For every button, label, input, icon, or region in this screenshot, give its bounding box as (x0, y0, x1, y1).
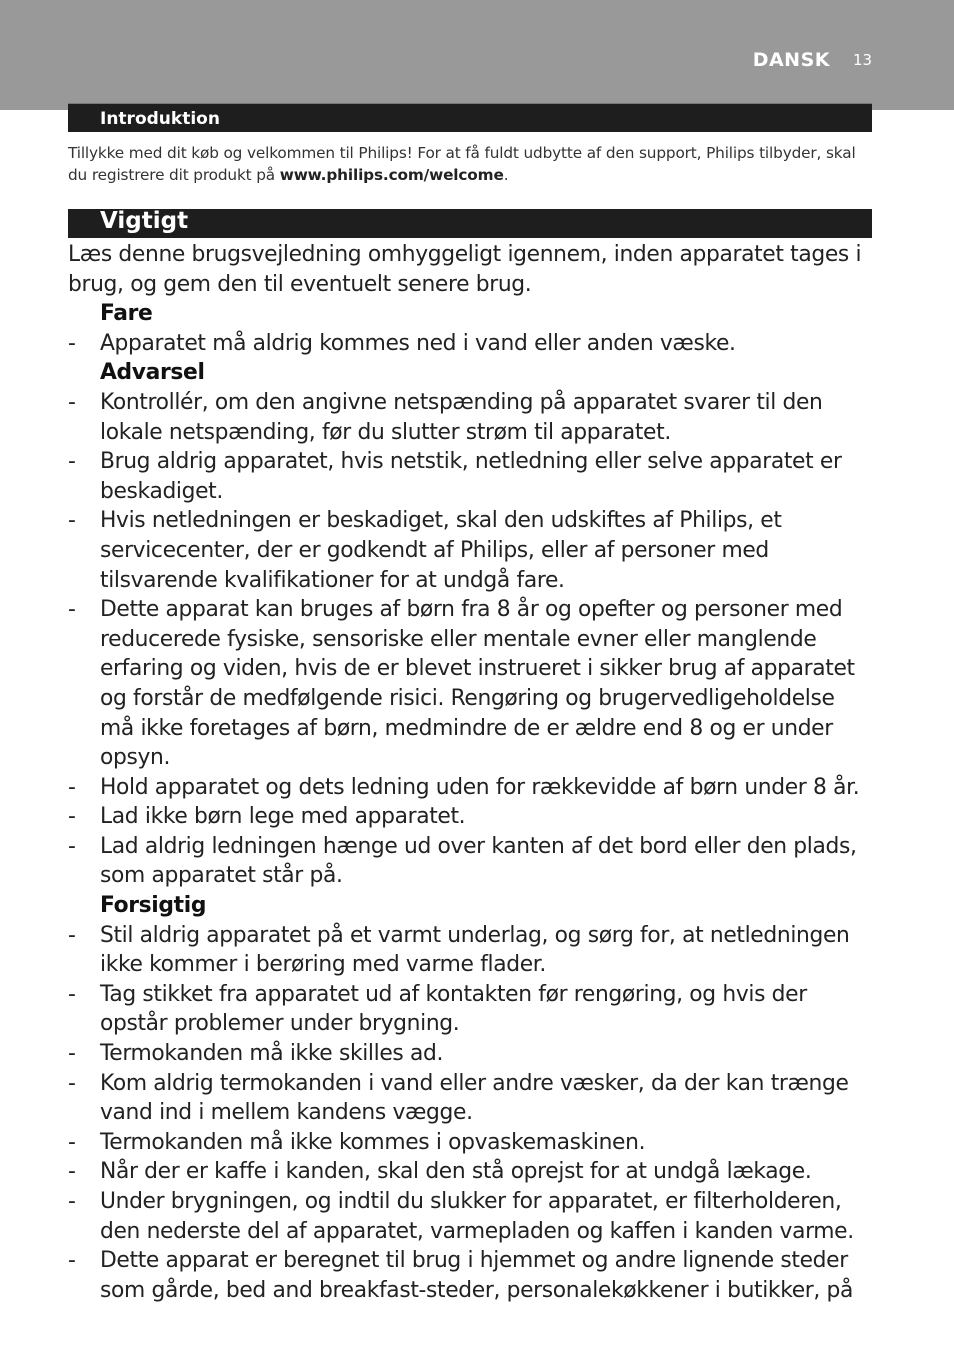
caution-heading: Forsigtig (100, 893, 207, 919)
introduction-paragraph (68, 142, 872, 186)
list-item: - Kontrollér, om den angivne netspænding på apparatet svarer til den lokale netspænding, før du slutter strøm til apparatet. (68, 388, 872, 447)
list-item: - Apparatet må aldrig kommes ned i vand eller anden væske. (68, 329, 872, 359)
introduction-end: . (503, 166, 509, 184)
list-item: - Når der er kaffe i kanden, skal den stå oprejst for at undgå lækage. (68, 1157, 872, 1187)
language-label: DANSK (752, 49, 830, 71)
warning-list (68, 388, 872, 891)
list-item: - Termokanden må ikke kommes i opvaskemaskinen. (68, 1128, 872, 1158)
list-item: - Dette apparat kan bruges af børn fra 8 år og opefter og personer med reducerede fysiske, sensoriske eller mentale evner eller manglende erfaring og viden, hvis de er blevet instrueret i sikker brug af apparatet og forstår de medfølgende risici. Rengøring og brugervedligeholdelse må ikke foretages af børn, medmindre de er ældre end 8 og er under opsyn. (68, 595, 872, 773)
warning-heading: Advarsel (100, 360, 205, 386)
danger-heading: Fare (100, 301, 153, 327)
list-item: - Dette apparat er beregnet til brug i hjemmet og andre lignende steder som gårde, bed and breakfast-steder, personalekøkkener i butikker, på (68, 1246, 872, 1305)
important-intro: Læs denne brugsvejledning omhyggeligt igennem, inden apparatet tages i brug, og gem den til eventuelt senere brug. (68, 242, 862, 297)
list-item: - Under brygningen, og indtil du slukker for apparatet, er filterholderen, den nederste del af apparatet, varmepladen og kaffen i kanden varme. (68, 1187, 872, 1246)
list-item: - Lad aldrig ledningen hænge ud over kanten af det bord eller den plads, som apparatet står på. (68, 832, 872, 891)
list-item: - Kom aldrig termokanden i vand eller andre væsker, da der kan trænge vand ind i mellem kandens vægge. (68, 1069, 872, 1128)
list-item: - Hvis netledningen er beskadiget, skal den udskiftes af Philips, et servicecenter, der er godkendt af Philips, eller af personer med tilsvarende kvalifikationer for at undgå fare. (68, 506, 872, 595)
page-header-bar (0, 0, 954, 110)
welcome-link[interactable]: www.philips.com/welcome (279, 166, 504, 184)
danger-list (68, 329, 872, 359)
introduction-text: Tillykke med dit køb og velkommen til Philips! For at få fuldt udbytte af den support, Philips tilbyder, skal du registrere dit produkt på (68, 144, 856, 184)
list-item: - Stil aldrig apparatet på et varmt underlag, og sørg for, at netledningen ikke kommer i berøring med varme flader. (68, 921, 872, 980)
section-heading-introduction (68, 103, 872, 132)
section-heading-important (68, 209, 872, 238)
list-item: - Termokanden må ikke skilles ad. (68, 1039, 872, 1069)
list-item: - Tag stikket fra apparatet ud af kontakten før rengøring, og hvis der opstår problemer under brygning. (68, 980, 872, 1039)
list-item: - Lad ikke børn lege med apparatet. (68, 802, 872, 832)
section-title-introduction: Introduktion (100, 109, 220, 129)
caution-list (68, 921, 872, 1306)
list-item: - Brug aldrig apparatet, hvis netstik, netledning eller selve apparatet er beskadiget. (68, 447, 872, 506)
section-title-important: Vigtigt (100, 208, 189, 234)
list-item: - Hold apparatet og dets ledning uden for rækkevidde af børn under 8 år. (68, 773, 872, 803)
important-content (68, 240, 872, 1305)
page-number: 13 (853, 51, 873, 69)
